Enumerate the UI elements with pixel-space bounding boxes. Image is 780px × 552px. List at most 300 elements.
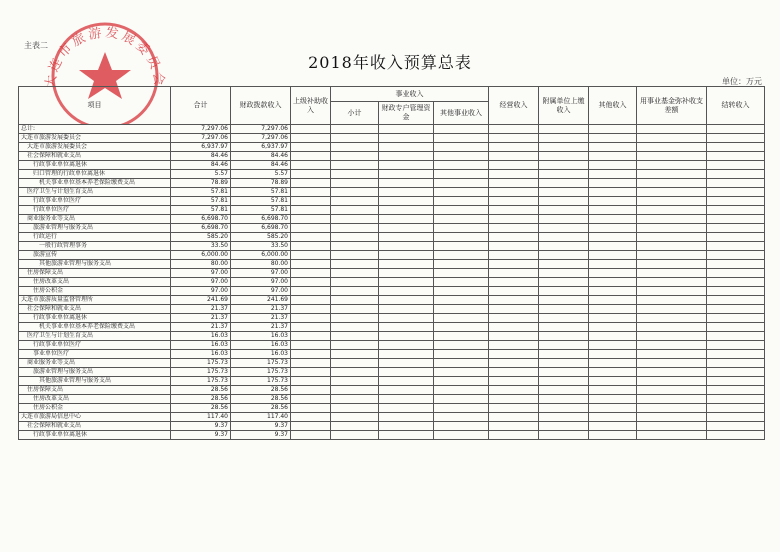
row-total-value: 6,937.97 [171, 143, 231, 152]
row-empty-cell [589, 296, 637, 305]
table-row [19, 404, 765, 413]
row-fiscal-value: 21.37 [231, 323, 291, 332]
row-empty-cell [379, 413, 434, 422]
row-item-name: 行政事业单位离退休 [19, 431, 171, 440]
row-total-value: 16.03 [171, 350, 231, 359]
row-empty-cell [434, 422, 489, 431]
table-row [19, 188, 765, 197]
row-empty-cell [589, 332, 637, 341]
row-empty-cell [637, 431, 707, 440]
table-row [19, 269, 765, 278]
row-empty-cell [434, 350, 489, 359]
row-empty-cell [434, 332, 489, 341]
row-empty-cell [589, 287, 637, 296]
row-empty-cell [589, 413, 637, 422]
row-empty-cell [291, 161, 331, 170]
row-empty-cell [331, 413, 379, 422]
row-empty-cell [589, 170, 637, 179]
row-empty-cell [589, 341, 637, 350]
row-empty-cell [707, 206, 765, 215]
table-row [19, 350, 765, 359]
svg-text:大连市旅游发展委员会: 大连市旅游发展委员会 [43, 25, 167, 90]
row-empty-cell [539, 278, 589, 287]
row-empty-cell [707, 377, 765, 386]
row-empty-cell [637, 350, 707, 359]
row-empty-cell [291, 395, 331, 404]
table-row [19, 323, 765, 332]
row-empty-cell [489, 170, 539, 179]
row-empty-cell [637, 323, 707, 332]
row-empty-cell [434, 287, 489, 296]
row-empty-cell [379, 341, 434, 350]
row-empty-cell [637, 152, 707, 161]
row-empty-cell [434, 269, 489, 278]
row-empty-cell [331, 287, 379, 296]
row-item-name: 大连市旅游发展委员会 [19, 143, 171, 152]
row-total-value: 9.37 [171, 422, 231, 431]
row-empty-cell [707, 431, 765, 440]
row-empty-cell [331, 422, 379, 431]
row-empty-cell [707, 323, 765, 332]
row-fiscal-value: 16.03 [231, 350, 291, 359]
row-empty-cell [291, 260, 331, 269]
row-empty-cell [707, 386, 765, 395]
row-empty-cell [291, 179, 331, 188]
row-empty-cell [539, 215, 589, 224]
row-empty-cell [539, 314, 589, 323]
row-empty-cell [539, 422, 589, 431]
row-fiscal-value: 175.73 [231, 359, 291, 368]
row-fiscal-value: 84.46 [231, 152, 291, 161]
row-empty-cell [291, 341, 331, 350]
table-row [19, 215, 765, 224]
row-empty-cell [707, 278, 765, 287]
row-empty-cell [707, 179, 765, 188]
row-empty-cell [489, 197, 539, 206]
header-item: 项目 [19, 87, 171, 125]
table-row [19, 377, 765, 386]
row-fiscal-value: 57.81 [231, 206, 291, 215]
row-item-name: 行政运行 [19, 233, 171, 242]
row-empty-cell [637, 395, 707, 404]
row-fiscal-value: 57.81 [231, 197, 291, 206]
row-empty-cell [291, 143, 331, 152]
row-empty-cell [539, 269, 589, 278]
row-empty-cell [539, 395, 589, 404]
row-empty-cell [707, 197, 765, 206]
row-empty-cell [291, 134, 331, 143]
row-fiscal-value: 175.73 [231, 368, 291, 377]
row-empty-cell [331, 143, 379, 152]
row-fiscal-value: 585.20 [231, 233, 291, 242]
row-total-value: 97.00 [171, 287, 231, 296]
row-empty-cell [589, 134, 637, 143]
row-empty-cell [379, 395, 434, 404]
row-empty-cell [489, 305, 539, 314]
row-empty-cell [637, 206, 707, 215]
row-fiscal-value: 57.81 [231, 188, 291, 197]
row-empty-cell [331, 395, 379, 404]
row-empty-cell [637, 251, 707, 260]
row-empty-cell [379, 260, 434, 269]
row-empty-cell [331, 215, 379, 224]
row-empty-cell [589, 260, 637, 269]
row-empty-cell [589, 215, 637, 224]
row-total-value: 97.00 [171, 269, 231, 278]
row-empty-cell [331, 323, 379, 332]
row-empty-cell [331, 179, 379, 188]
row-empty-cell [539, 143, 589, 152]
row-empty-cell [434, 260, 489, 269]
row-empty-cell [707, 422, 765, 431]
row-item-name: 归口管理的行政单位离退休 [19, 170, 171, 179]
row-fiscal-value: 6,000.00 [231, 251, 291, 260]
row-empty-cell [489, 224, 539, 233]
row-empty-cell [291, 386, 331, 395]
row-total-value: 117.40 [171, 413, 231, 422]
row-empty-cell [637, 197, 707, 206]
row-total-value: 16.03 [171, 341, 231, 350]
table-row [19, 332, 765, 341]
table-row [19, 170, 765, 179]
row-empty-cell [589, 224, 637, 233]
row-empty-cell [489, 323, 539, 332]
row-empty-cell [489, 233, 539, 242]
row-empty-cell [589, 251, 637, 260]
row-empty-cell [707, 269, 765, 278]
row-empty-cell [379, 287, 434, 296]
row-empty-cell [434, 206, 489, 215]
row-empty-cell [291, 413, 331, 422]
row-empty-cell [707, 188, 765, 197]
row-empty-cell [539, 296, 589, 305]
row-total-value: 6,698.70 [171, 215, 231, 224]
row-empty-cell [489, 143, 539, 152]
row-empty-cell [489, 404, 539, 413]
table-row [19, 143, 765, 152]
table-code-label: 主表二 [24, 41, 48, 50]
row-total-value: 28.56 [171, 404, 231, 413]
row-empty-cell [589, 179, 637, 188]
row-empty-cell [489, 260, 539, 269]
row-empty-cell [539, 206, 589, 215]
row-empty-cell [539, 197, 589, 206]
row-total-value: 7,297.06 [171, 125, 231, 134]
row-empty-cell [489, 359, 539, 368]
row-empty-cell [379, 242, 434, 251]
row-empty-cell [589, 314, 637, 323]
row-total-value: 33.50 [171, 242, 231, 251]
row-empty-cell [331, 296, 379, 305]
row-empty-cell [291, 350, 331, 359]
row-empty-cell [589, 350, 637, 359]
row-empty-cell [379, 332, 434, 341]
row-total-value: 84.46 [171, 152, 231, 161]
row-empty-cell [291, 359, 331, 368]
row-empty-cell [489, 251, 539, 260]
row-empty-cell [379, 323, 434, 332]
row-total-value: 57.81 [171, 206, 231, 215]
row-item-name: 行政单位医疗 [19, 206, 171, 215]
table-row [19, 278, 765, 287]
row-empty-cell [707, 233, 765, 242]
row-empty-cell [379, 179, 434, 188]
row-empty-cell [489, 269, 539, 278]
row-empty-cell [707, 152, 765, 161]
row-empty-cell [434, 242, 489, 251]
row-empty-cell [379, 305, 434, 314]
table-row [19, 233, 765, 242]
row-empty-cell [539, 431, 589, 440]
row-item-name: 一般行政管理事务 [19, 242, 171, 251]
row-empty-cell [379, 359, 434, 368]
row-item-name: 社会保障和就业支出 [19, 152, 171, 161]
row-empty-cell [291, 170, 331, 179]
row-empty-cell [489, 350, 539, 359]
row-fiscal-value: 28.56 [231, 395, 291, 404]
row-empty-cell [434, 197, 489, 206]
row-item-name: 大连市旅游发展委员会 [19, 134, 171, 143]
row-empty-cell [489, 242, 539, 251]
row-fiscal-value: 117.40 [231, 413, 291, 422]
row-empty-cell [434, 215, 489, 224]
row-empty-cell [331, 260, 379, 269]
row-fiscal-value: 28.56 [231, 386, 291, 395]
row-fiscal-value: 7,297.06 [231, 125, 291, 134]
table-row [19, 260, 765, 269]
row-empty-cell [434, 386, 489, 395]
row-empty-cell [489, 215, 539, 224]
row-empty-cell [379, 422, 434, 431]
row-total-value: 241.69 [171, 296, 231, 305]
row-item-name: 行政事业单位离退休 [19, 314, 171, 323]
row-empty-cell [637, 422, 707, 431]
row-empty-cell [379, 377, 434, 386]
row-empty-cell [291, 368, 331, 377]
table-row [19, 359, 765, 368]
row-empty-cell [589, 278, 637, 287]
row-empty-cell [539, 350, 589, 359]
row-item-name: 大连市旅游质量监督管理所 [19, 296, 171, 305]
row-empty-cell [489, 152, 539, 161]
row-empty-cell [291, 188, 331, 197]
row-empty-cell [434, 278, 489, 287]
row-total-value: 21.37 [171, 314, 231, 323]
row-empty-cell [331, 206, 379, 215]
row-fiscal-value: 241.69 [231, 296, 291, 305]
row-empty-cell [539, 341, 589, 350]
table-row [19, 152, 765, 161]
row-empty-cell [291, 431, 331, 440]
row-empty-cell [589, 206, 637, 215]
row-empty-cell [707, 143, 765, 152]
row-item-name: 旅游业管理与服务支出 [19, 368, 171, 377]
row-fiscal-value: 16.03 [231, 341, 291, 350]
row-item-name: 住房改革支出 [19, 395, 171, 404]
row-fiscal-value: 175.73 [231, 377, 291, 386]
row-empty-cell [291, 242, 331, 251]
row-empty-cell [331, 134, 379, 143]
row-total-value: 175.73 [171, 359, 231, 368]
row-total-value: 5.57 [171, 170, 231, 179]
table-row [19, 314, 765, 323]
row-empty-cell [637, 143, 707, 152]
row-empty-cell [637, 134, 707, 143]
row-empty-cell [539, 323, 589, 332]
table-row [19, 395, 765, 404]
row-empty-cell [707, 404, 765, 413]
row-item-name: 住房公积金 [19, 404, 171, 413]
row-empty-cell [489, 188, 539, 197]
table-row [19, 206, 765, 215]
row-empty-cell [589, 161, 637, 170]
header-other: 其他收入 [589, 87, 637, 125]
row-empty-cell [589, 152, 637, 161]
row-total-value: 57.81 [171, 197, 231, 206]
row-empty-cell [331, 197, 379, 206]
row-empty-cell [379, 233, 434, 242]
table-row [19, 125, 765, 134]
row-empty-cell [434, 341, 489, 350]
row-empty-cell [489, 278, 539, 287]
row-fiscal-value: 78.89 [231, 179, 291, 188]
row-empty-cell [434, 314, 489, 323]
row-empty-cell [539, 368, 589, 377]
row-empty-cell [331, 314, 379, 323]
row-total-value: 175.73 [171, 368, 231, 377]
table-row [19, 386, 765, 395]
row-empty-cell [434, 413, 489, 422]
row-empty-cell [489, 206, 539, 215]
row-empty-cell [489, 413, 539, 422]
row-item-name: 机关事业单位基本养老保险缴费支出 [19, 323, 171, 332]
row-empty-cell [637, 224, 707, 233]
row-item-name: 其他旅游业管理与服务支出 [19, 377, 171, 386]
row-empty-cell [707, 296, 765, 305]
row-total-value: 16.03 [171, 332, 231, 341]
row-empty-cell [637, 278, 707, 287]
row-empty-cell [637, 287, 707, 296]
row-empty-cell [637, 161, 707, 170]
row-empty-cell [489, 125, 539, 134]
row-empty-cell [379, 224, 434, 233]
row-empty-cell [434, 125, 489, 134]
row-empty-cell [379, 404, 434, 413]
row-empty-cell [707, 395, 765, 404]
row-empty-cell [637, 233, 707, 242]
row-item-name: 行政事业单位医疗 [19, 197, 171, 206]
row-empty-cell [707, 368, 765, 377]
row-item-name: 行政事业单位医疗 [19, 341, 171, 350]
row-empty-cell [379, 170, 434, 179]
row-empty-cell [291, 323, 331, 332]
header-carryover: 结转收入 [707, 87, 765, 125]
row-empty-cell [707, 332, 765, 341]
row-empty-cell [379, 269, 434, 278]
table-row [19, 422, 765, 431]
row-empty-cell [331, 125, 379, 134]
row-empty-cell [291, 224, 331, 233]
row-empty-cell [637, 242, 707, 251]
row-empty-cell [539, 359, 589, 368]
row-empty-cell [637, 413, 707, 422]
row-total-value: 7,297.06 [171, 134, 231, 143]
row-empty-cell [291, 278, 331, 287]
row-empty-cell [434, 359, 489, 368]
row-empty-cell [489, 161, 539, 170]
row-empty-cell [489, 332, 539, 341]
row-item-name: 住房保障支出 [19, 386, 171, 395]
row-empty-cell [331, 278, 379, 287]
row-empty-cell [434, 233, 489, 242]
row-total-value: 28.56 [171, 386, 231, 395]
header-career-other: 其他事业收入 [434, 102, 489, 125]
row-empty-cell [489, 134, 539, 143]
row-empty-cell [637, 359, 707, 368]
row-fiscal-value: 97.00 [231, 269, 291, 278]
row-empty-cell [331, 233, 379, 242]
row-empty-cell [707, 134, 765, 143]
row-empty-cell [539, 224, 589, 233]
row-empty-cell [539, 404, 589, 413]
row-empty-cell [589, 395, 637, 404]
row-empty-cell [489, 395, 539, 404]
header-affiliate: 附属单位上缴收入 [539, 87, 589, 125]
header-career: 事业收入 [331, 87, 489, 102]
row-empty-cell [589, 242, 637, 251]
row-empty-cell [331, 269, 379, 278]
row-empty-cell [489, 296, 539, 305]
row-empty-cell [331, 188, 379, 197]
unit-label: 单位：万元 [722, 77, 762, 86]
row-empty-cell [539, 179, 589, 188]
row-empty-cell [539, 386, 589, 395]
row-empty-cell [637, 170, 707, 179]
row-fiscal-value: 97.00 [231, 278, 291, 287]
header-career-special: 财政专户管理资金 [379, 102, 434, 125]
row-empty-cell [434, 251, 489, 260]
row-empty-cell [637, 188, 707, 197]
row-empty-cell [434, 296, 489, 305]
header-career-subtotal: 小计 [331, 102, 379, 125]
table-row [19, 305, 765, 314]
row-empty-cell [379, 125, 434, 134]
row-fiscal-value: 6,698.70 [231, 224, 291, 233]
row-empty-cell [637, 305, 707, 314]
row-total-value: 21.37 [171, 323, 231, 332]
row-empty-cell [379, 134, 434, 143]
row-empty-cell [707, 341, 765, 350]
row-empty-cell [489, 341, 539, 350]
row-empty-cell [637, 215, 707, 224]
table-row [19, 296, 765, 305]
row-empty-cell [291, 332, 331, 341]
row-fiscal-value: 16.03 [231, 332, 291, 341]
row-item-name: 住房保障支出 [19, 269, 171, 278]
row-empty-cell [707, 413, 765, 422]
row-empty-cell [379, 188, 434, 197]
row-empty-cell [434, 377, 489, 386]
row-fiscal-value: 7,297.06 [231, 134, 291, 143]
row-empty-cell [434, 179, 489, 188]
row-empty-cell [434, 188, 489, 197]
header-subsidy: 上级补助收入 [291, 87, 331, 125]
row-empty-cell [291, 287, 331, 296]
row-empty-cell [434, 143, 489, 152]
row-empty-cell [539, 287, 589, 296]
row-fiscal-value: 9.37 [231, 422, 291, 431]
row-empty-cell [637, 125, 707, 134]
